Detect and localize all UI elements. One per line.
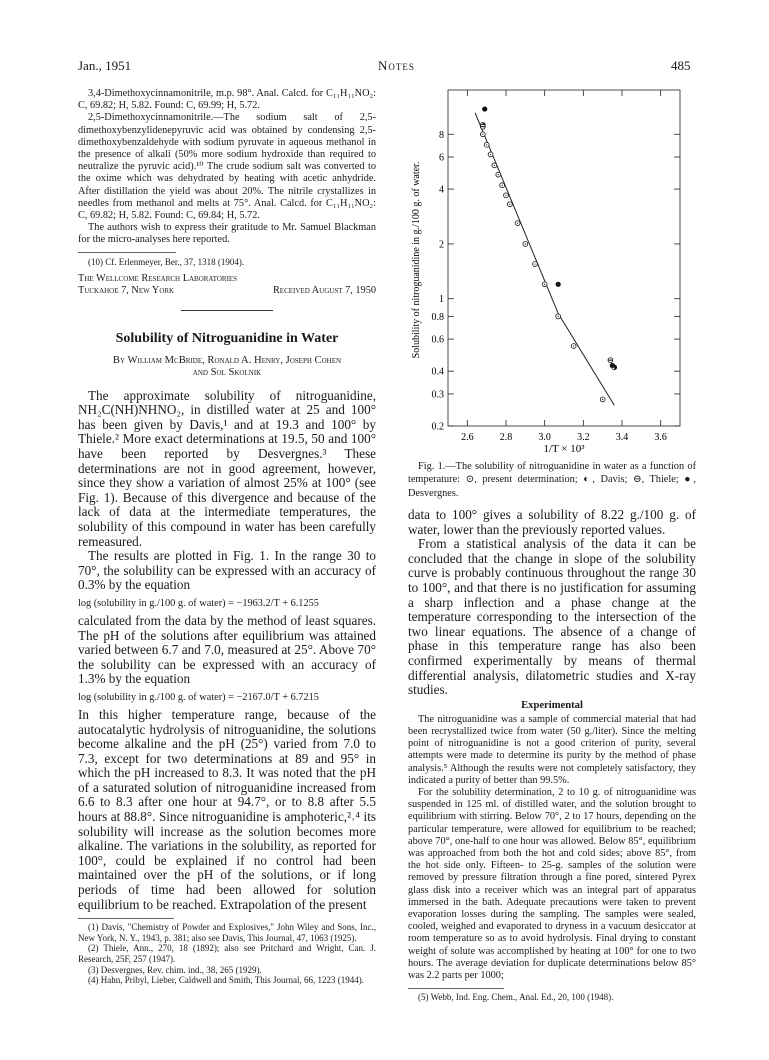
lab-name: The Wellcome Research Laboratories	[78, 273, 238, 285]
y-tick-label: 2	[439, 239, 444, 251]
x-tick-label: 3.2	[577, 432, 590, 443]
y-tick-label: 6	[439, 152, 444, 164]
experimental-heading: Experimental	[521, 699, 583, 711]
received-date: Received August 7, 1950	[272, 285, 376, 297]
footnote-divider	[78, 252, 176, 253]
running-header-date: Jan., 1951	[78, 58, 132, 73]
point-desvergnes	[610, 363, 615, 368]
y-tick-label: 4	[439, 184, 444, 196]
y-tick-label: 0.4	[431, 366, 444, 378]
y-tick-label: 0.6	[431, 334, 444, 346]
footnote-divider-2	[78, 918, 174, 919]
point-desvergnes	[556, 282, 561, 287]
point-present-dot	[544, 284, 545, 285]
fit-line	[558, 313, 614, 405]
solubility-chart	[408, 84, 708, 454]
footnote-10: (10) Cf. Erlenmeyer, Ber., 37, 1318 (1904).	[88, 256, 245, 267]
x-tick-label: 3.6	[654, 432, 667, 443]
plot-frame	[448, 90, 680, 426]
point-present-dot	[509, 204, 510, 205]
footnote-5: (5) Webb, Ind. Eng. Chem., Anal. Ed., 20, 100 (1948).	[418, 992, 614, 1003]
body-paragraph-2: The results are plotted in Fig. 1. In the range 30 to 70°, the solubility can be expressed with an accuracy of 0.3% by the equation	[78, 548, 376, 593]
footnote-2: (2) Thiele, Ann., 270, 18 (1892); also see Pritchard and Wright, Can. J. Research, 25F, 257 (1947).	[78, 943, 376, 965]
x-tick-label: 2.8	[499, 432, 513, 443]
article-title: Solubility of Nitroguanidine in Water	[115, 330, 339, 346]
body-paragraph-1: The approximate solubility of nitroguanidine, NH₂C(NH)NHNO₂, in distilled water at 25 and 100° has been given by Davis,¹ and at 19.3 and 100° by Thiele.² More exact determinations at 19.5, 50 and 100° have been reported by Desvergnes.³ These determinations are not in good agreement, however, since they show a variation of almost 25% at 100° (see Fig. 1). Because of this divergence and because of the lack of data at the intermediate temperatures, the solubility of this compound in water has been carefully remeasured.	[78, 387, 376, 549]
fit-lines	[475, 113, 614, 405]
x-axis-ticks	[461, 90, 667, 443]
figure-1	[408, 84, 708, 454]
point-present-dot	[602, 399, 603, 400]
y-tick-label: 0.8	[431, 311, 444, 323]
left-column	[78, 88, 376, 986]
point-present-dot	[498, 174, 499, 175]
x-axis-label: 1/T × 10³	[543, 443, 585, 454]
y-tick-label: 8	[439, 129, 444, 141]
footnote-4: (4) Hahn, Pribyl, Lieber, Caldwell and Smith, This Journal, 66, 1223 (1944).	[88, 975, 364, 986]
body-paragraph-4: In this higher temperature range, because of the autocatalytic hydrolysis of nitroguanidine, the solutions become alkaline and the pH (25°) varied from 7.0 to 7.3, except for two determinations at 89 and 95° in which the pH increased to 8.3. It was noted that the pH of a saturated solution of nitroguanidine increased from 6.6 to 8.3 after one hour at 94.7°, or to 8.8 after 5.5 hours at 88.8°. Since nitroguanidine is amphoteric,²˒⁴ its solubility will increase as the solution becomes more alkaline. The variations in the solubility, as reported for 100°, could be explained if no control had been maintained over the pH of the solutions, or if long periods of time had been allowed for solution equilibrium to be reached. Extrapolation of the present	[78, 706, 376, 912]
y-tick-label: 1	[439, 294, 444, 306]
data-points	[480, 106, 616, 401]
lab-address: Tuckahoe 7, New York	[78, 285, 175, 297]
right-paragraph-2: From a statistical analysis of the data it can be concluded that the change in slope of the solubility curve is probably continuous throughout the range 30 to 100°, and that there is no justification for assuming a sharp inflection and a phase change at the temperature corresponding to the intersection of the two linear equations. The absence of a change of phase in this temperature range has also been confirmed experimentally by means of thermal differential analysis, dilatometric studies and X-ray studies.	[408, 536, 696, 698]
figure-caption	[408, 460, 696, 500]
page-number: 485	[671, 58, 691, 73]
authors-line-2: and Sol Skolnik	[192, 366, 262, 378]
footnote-1: (1) Davis, "Chemistry of Powder and Explosives," John Wiley and Sons, Inc., New York, N. Y., 1943, p. 381; also see Davis, This Journal, 47, 1063 (1925).	[78, 922, 376, 943]
experimental-paragraph-1: The nitroguanidine was a sample of commercial material that had been recrystallized twice from water (50 g./liter). Since the melting point of nitroguanidine is not a good criterion of purity, several attempts were made to determine its purity by the method of phase analysis.⁵ Although the results were not completely satisfactory, they indicated a purity of better than 99.5%.	[408, 713, 696, 786]
paragraph-25-dimethoxy: 2,5-Dimethoxycinnamonitrile.—The sodium salt of 2,5-dimethoxybenzylidenepyruvic acid was obtained by condensing 2,5-dimethoxybenzaldehyde with sodium pyruvate in aqueous methanol in the presence of alkali (50% more sodium hydroxide than required to neutralize the pyruvic acid).¹⁰ The crude sodium salt was converted to the oxime which was dehydrated by heating with acetic anhydride. After distillation the yield was about 20%. The nitrile crystallizes in needles from methanol and melts at 75°. Anal. Calcd. for C₁₁H₁₁NO₂: C, 69.82; H, 5.82. Found: C, 69.84; H, 5.72.	[78, 112, 376, 222]
x-tick-label: 3.0	[538, 432, 551, 443]
point-present-dot	[502, 185, 503, 186]
point-present-dot	[573, 345, 574, 346]
point-desvergnes	[482, 106, 487, 111]
point-present-dot	[482, 134, 483, 135]
y-axis-label: Solubility of nitroguanidine in g./100 g. of water.	[411, 161, 422, 359]
point-present-dot	[494, 165, 495, 166]
x-tick-label: 3.4	[615, 432, 629, 443]
right-column	[408, 508, 696, 1003]
point-present-dot	[517, 223, 518, 224]
point-present-dot	[490, 154, 491, 155]
running-header-section: Notes	[378, 58, 415, 73]
y-tick-label: 0.2	[431, 421, 444, 433]
authors-line-1: By William McBride, Ronald A. Henry, Joseph Cohen	[112, 354, 342, 366]
point-present-dot	[534, 263, 535, 264]
y-axis-ticks	[432, 130, 681, 433]
caption-text: Fig. 1.—The solubility of nitroguanidine in water as a function of temperature: ⊙, present determination; ◐, Davis; ⊖, Thiele; ●, Desvergnes.	[408, 461, 696, 499]
paragraph-acknowledgment: The authors wish to express their gratitude to Mr. Samuel Blackman for the micro-analyses here reported.	[78, 222, 376, 246]
equation-2: log (solubility in g./100 g. of water) = −2167.0/T + 6.7215	[78, 691, 319, 703]
footnote-3: (3) Desvergnes, Rev. chim. ind., 38, 265 (1929).	[88, 964, 262, 975]
point-present-dot	[558, 316, 559, 317]
x-tick-label: 2.6	[461, 432, 474, 443]
experimental-paragraph-2: For the solubility determination, 2 to 10 g. of nitroguanidine was suspended in 125 ml. of distilled water, and the solution brought to equilibrium with stirring. Below 70°, 2 to 17 hours, depending on the particular temperature, were allowed for equilibrium to be reached; above 70°, one-half to one hour was allowed. Below 85°, equilibrium was approached from both the hot and cold sides; above 85°, from the hot side only. Fifteen- to 25-g. samples of the solution were removed by pressure filtration through a fine pored, sintered Pyrex glass disk into a receiver which was an integral part of apparatus immersed in the bath. Adequate precautions were taken to prevent evaporation losses during the sampling. The samples were sealed, cooled, weighed and evaporated to dryness in a vacuum desiccator at room temperature so as to avoid hydrolysis. Final drying to constant weight of solute was accomplished by heating at 100° for one to two hours. The average deviation for duplicate determinations below 85° was 2.2 parts per 1000;	[408, 786, 696, 981]
lab-address-row	[78, 285, 376, 297]
point-present-dot	[486, 144, 487, 145]
point-present-dot	[505, 195, 506, 196]
body-paragraph-3: calculated from the data by the method of least squares. The pH of the solutions after equilibrium was attained varied between 6.7 and 7.0, measured at 25°. Above 70° the solubility can be expressed with an accuracy of 1.3% by the equation	[78, 612, 376, 687]
y-tick-label: 0.3	[431, 389, 444, 401]
footnote-divider-3	[408, 988, 504, 989]
paragraph-34-dimethoxy: 3,4-Dimethoxycinnamonitrile, m.p. 98°. Anal. Calcd. for C₁₁H₁₁NO₂: C, 69.82; H, 5.82. Found: C, 69.99; H, 5.72.	[78, 88, 376, 112]
right-paragraph-1: data to 100° gives a solubility of 8.22 g./100 g. of water, lower than the previously reported values.	[408, 507, 696, 537]
point-present-dot	[525, 243, 526, 244]
equation-1: log (solubility in g./100 g. of water) = −1963.2/T + 6.1255	[78, 597, 319, 609]
section-divider	[181, 310, 273, 311]
